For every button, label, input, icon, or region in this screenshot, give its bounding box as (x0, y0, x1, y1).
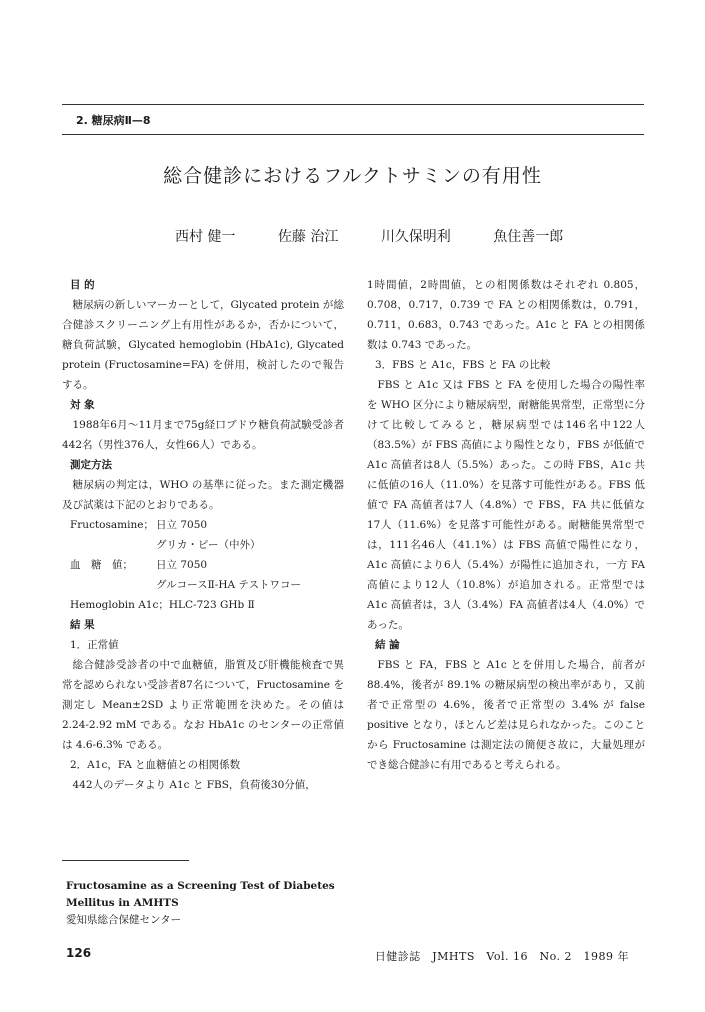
paragraph-method: 糖尿病の判定は，WHO の基準に従った。また測定機器及び試薬は下記のとおりである。 (62, 479, 344, 511)
paragraph-comparison: FBS と A1c 又は FBS と FA を使用した場合の陽性率を WHO 区分により糖尿病型，耐糖能異常型，正常型に分けて比較してみると，糖尿病型では146名中122人（83.5%）が FBS 高値により陽性となり，FBS が低値で A1c 高値者は8人（5.5%）あった。この時 FBS，A1c 共に低値の16人（11.0%）を見落す可能性がある。FBS 低値で FA 高値者は7人（4.8%）で FBS，FA 共に低値な17人（11.6%）を見落す可能性がある。耐糖能異常型では，111名46人（41.1%）は FBS 高値で陽性になり，A1c 高値により6人（5.4%）が陽性に追加され，一方 FA 高値により12人（10.8%）が追加される。正常型では A1c 高値者は，3人（3.4%）FA 高値者は4人（4.0%）であった。 (367, 379, 645, 631)
method-row-hba1c: Hemoglobin A1c；HLC-723 GHb Ⅱ (70, 599, 255, 611)
author-list (175, 226, 601, 246)
author: 川久保明利 (380, 229, 451, 245)
author: 魚住善一郎 (493, 229, 564, 245)
paragraph-conclusion: FBS と FA，FBS と A1c とを併用した場合，前者が88.4%，後者が 89.1% の糖尿病型の検出率があり，又前者で正常型の 4.6%，後者で正常型の 3.4% が false positive となり，ほとんど差は見られなかった。このことから Fructosamine は測定法の簡便さ故に，大量処理ができ総合健診に有用であると考えられる。 (367, 659, 645, 771)
paragraph-correlation: 442人のデータより A1c と FBS，負荷後30分値， (72, 779, 316, 791)
heading-purpose: 目 的 (70, 279, 95, 291)
method-reagent: グルコースⅡ-HA テストワコー (156, 579, 302, 591)
header-rule (62, 134, 644, 135)
paragraph-subject: 1988年6月〜11月まで75g経口ブドウ糖負荷試験受診者442名（男性376人，女性66人）である。 (62, 419, 344, 451)
paragraph-normal: 総合健診受診者の中で血糖値，脂質及び肝機能検査で異常を認められない受診者87名について，Fructosamine を測定し Mean±2SD より正常範囲を決めた。その値は 2.24-2.92 mM である。なお HbA1c のセンターの正常値は 4.6-6.3% である。 (62, 659, 344, 751)
paragraph-purpose: 糖尿病の新しいマーカーとして，Glycated protein が総合健診スクリーニング上有用性があるか，否かについて，糖負荷試験，Glycated hemoglobin (HbA1c), Glycated protein (Fructosamine=FA) を併用，検討したので報告する。 (62, 299, 344, 391)
affiliation: 愛知県総合保健センター (66, 914, 182, 926)
author: 佐藤 治江 (277, 229, 339, 245)
subheading-correlation: 2．A1c，FA と血糖値との相関係数 (70, 759, 241, 771)
section-tag: 2. 糖尿病Ⅱ—8 (76, 114, 151, 127)
heading-conclusion: 結 論 (375, 639, 400, 651)
right-column (367, 275, 645, 775)
heading-subject: 対 象 (70, 399, 95, 411)
subheading-comparison: 3．FBS と A1c，FBS と FA の比較 (375, 359, 551, 371)
method-label: Fructosamine； (70, 519, 154, 531)
journal-citation: 日健診誌 JMHTS Vol. 16 No. 2 1989 年 (374, 950, 629, 963)
method-label: 血 糖 値； (70, 559, 133, 571)
top-rule (62, 104, 644, 105)
footnote (66, 878, 335, 929)
method-row-fructosamine (62, 515, 344, 535)
subheading-normal: 1．正常値 (70, 639, 119, 651)
page-number: 126 (66, 946, 92, 960)
left-column (62, 275, 344, 795)
heading-result: 結 果 (70, 619, 95, 631)
heading-method: 測定方法 (70, 459, 112, 471)
paper-title: 総合健診におけるフルクトサミンの有用性 (163, 165, 542, 187)
method-row-glucose (62, 555, 344, 575)
author: 西村 健一 (175, 229, 236, 245)
method-reagent: グリカ・ピー（中外） (156, 539, 261, 551)
method-value: 日立 7050 (156, 559, 208, 571)
method-value: 日立 7050 (156, 519, 208, 531)
english-title-line: Fructosamine as a Screening Test of Diabetes (66, 880, 335, 892)
paragraph-correlation-cont: 1時間値，2時間値，との相関係数はそれぞれ 0.805，0.708，0.717，0.739 で FA との相関係数は，0.791，0.711，0.683，0.743 であった。A1c と FA との相関係数は 0.743 であった。 (367, 279, 645, 351)
footnote-rule (62, 860, 189, 861)
english-title-line: Mellitus in AMHTS (66, 897, 179, 909)
